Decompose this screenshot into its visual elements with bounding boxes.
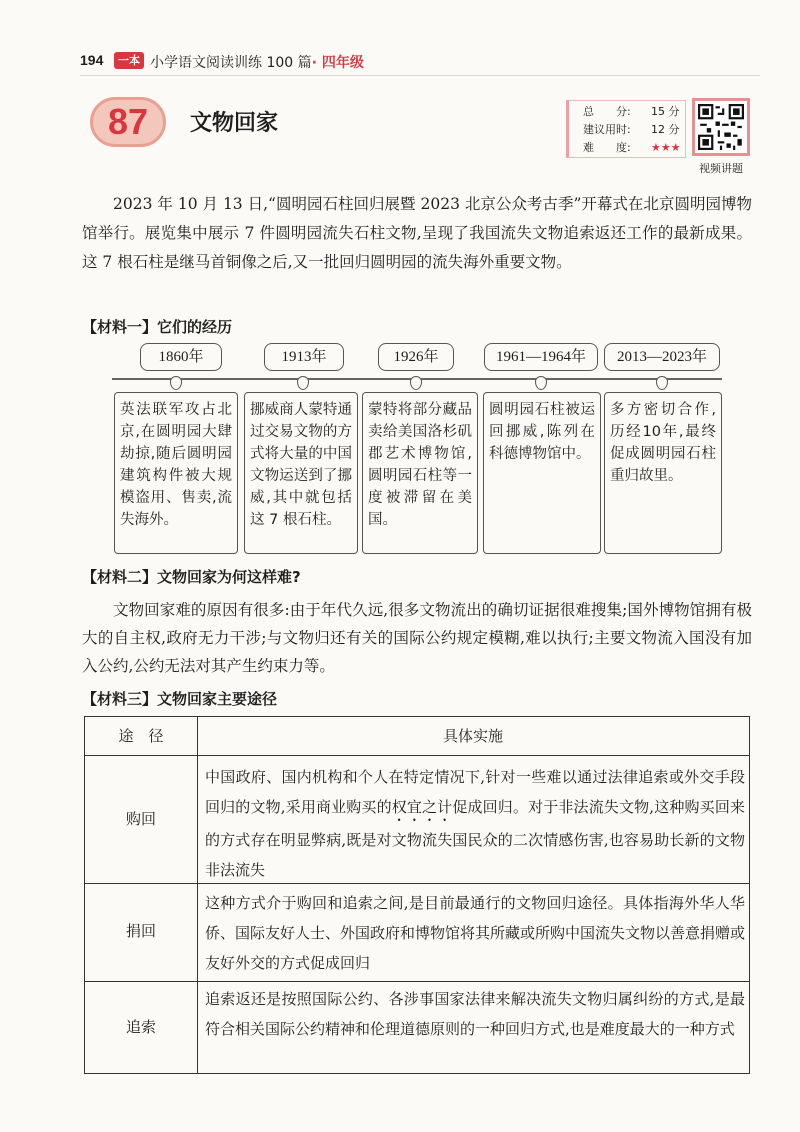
timeline-year: 1913年	[264, 343, 344, 371]
material2-paragraph: 文物回家难的原因有很多:由于年代久远,很多文物流出的确切证据很难搜集;国外博物馆拥有极大的自主权,政府无力干涉;与文物归还有关的国际公约规定模糊,难以执行;主要文物流入国没有加入公约,公约无法对其产生约束力等。	[82, 601, 752, 675]
route-cell: 捐回	[125, 922, 156, 940]
time-row	[583, 121, 685, 139]
timeline-year: 1860年	[140, 343, 222, 371]
timeline-marker-icon	[535, 376, 547, 390]
time-label: 建议用时:	[583, 123, 631, 136]
timeline-year: 2013—2023年	[604, 343, 720, 371]
table-row	[85, 981, 749, 1073]
timeline-marker-icon	[410, 376, 422, 390]
route-cell: 购回	[125, 810, 156, 828]
info-box	[566, 100, 686, 158]
book-title-text: 小学语文阅读训练 100 篇	[150, 55, 312, 71]
table-header-route: 途 径	[118, 727, 164, 745]
difficulty-stars: ★★★	[651, 141, 681, 154]
score-row	[583, 103, 685, 121]
grade-label: · 四年级	[311, 55, 364, 71]
routes-table	[84, 716, 750, 1074]
material1-heading: 【材料一】它们的经历	[82, 318, 233, 336]
time-value: 12 分	[651, 123, 680, 136]
qr-code[interactable]	[692, 98, 750, 156]
timeline-card: 蒙特将部分藏品卖给美国洛杉矶郡艺术博物馆,圆明园石柱等一度被滞留在美国。	[362, 392, 478, 554]
brand-logo: 一本	[114, 52, 144, 69]
difficulty-row	[583, 139, 685, 157]
timeline-card: 挪威商人蒙特通过交易文物的方式将大量的中国文物运送到了挪威,其中就包括这 7 根石柱。	[244, 392, 358, 554]
table-header-detail: 具体实施	[442, 727, 503, 745]
intro-paragraph: 2023 年 10 月 13 日,“圆明园石柱回归展暨 2023 北京公众考古季”开幕式在北京圆明园博物馆举行。展览集中展示 7 件圆明园流失石柱文物,呈现了我国流失文物追索返还工作的最新成果。这 7 根石柱是继马首铜像之后,又一批回归圆明园的流失海外重要文物。	[82, 195, 752, 271]
emphasized-phrase: 权宜之计	[391, 798, 453, 816]
timeline-card: 英法联军攻占北京,在圆明园大肆劫掠,随后圆明园建筑构件被大规模盗用、售卖,流失海外。	[114, 392, 238, 554]
book-title	[150, 52, 364, 72]
detail-cell: 这种方式介于购回和追索之间,是目前最通行的文物回归途径。具体指海外华人华侨、国际友好人士、外国政府和博物馆将其所藏或所购中国流失文物以善意捐赠或友好外交的方式促成回归	[205, 894, 746, 972]
timeline-marker-icon	[297, 376, 309, 390]
difficulty-label: 难 度:	[583, 141, 631, 154]
score-label: 总 分:	[583, 105, 631, 118]
table-row	[85, 883, 749, 981]
qr-code-icon	[698, 104, 744, 150]
article-title: 文物回家	[190, 111, 279, 136]
timeline-marker-icon	[170, 376, 182, 390]
qr-label: 视频讲题	[699, 162, 743, 175]
score-value: 15 分	[651, 105, 680, 118]
page-number: 194	[80, 52, 104, 68]
material3-heading: 【材料三】文物回家主要途径	[82, 690, 278, 708]
detail-text: 中国政府、国内机构和个人在特定情况下,针对一些难以通过法律追索或外交手段回归的文物,采用商业购买的	[205, 768, 745, 816]
timeline-year: 1926年	[378, 343, 454, 371]
material2-heading: 【材料二】文物回家为何这样难?	[82, 568, 301, 586]
detail-text: 促成回归。对于非法流失文物,这种购买回来的方式存在明显弊病,既是对文物流失国民众的二次情感伤害,也容易助长新的文物非法流失	[205, 798, 745, 879]
table-row	[85, 755, 749, 883]
detail-cell	[205, 762, 745, 885]
detail-cell: 追索返还是按照国际公约、各涉事国家法律来解决流失文物归属纠纷的方式,是最符合相关国际公约精神和伦理道德原则的一种回归方式,也是难度最大的一种方式	[205, 990, 745, 1038]
route-cell: 追索	[125, 1018, 156, 1036]
article-number-badge: 87	[90, 97, 166, 147]
timeline-card: 圆明园石柱被运回挪威,陈列在科德博物馆中。	[483, 392, 601, 554]
timeline-year: 1961—1964年	[484, 343, 598, 371]
page-header	[80, 52, 760, 76]
timeline-card: 多方密切合作,历经10年,最终促成圆明园石柱重归故里。	[604, 392, 722, 554]
timeline-marker-icon	[656, 376, 668, 390]
